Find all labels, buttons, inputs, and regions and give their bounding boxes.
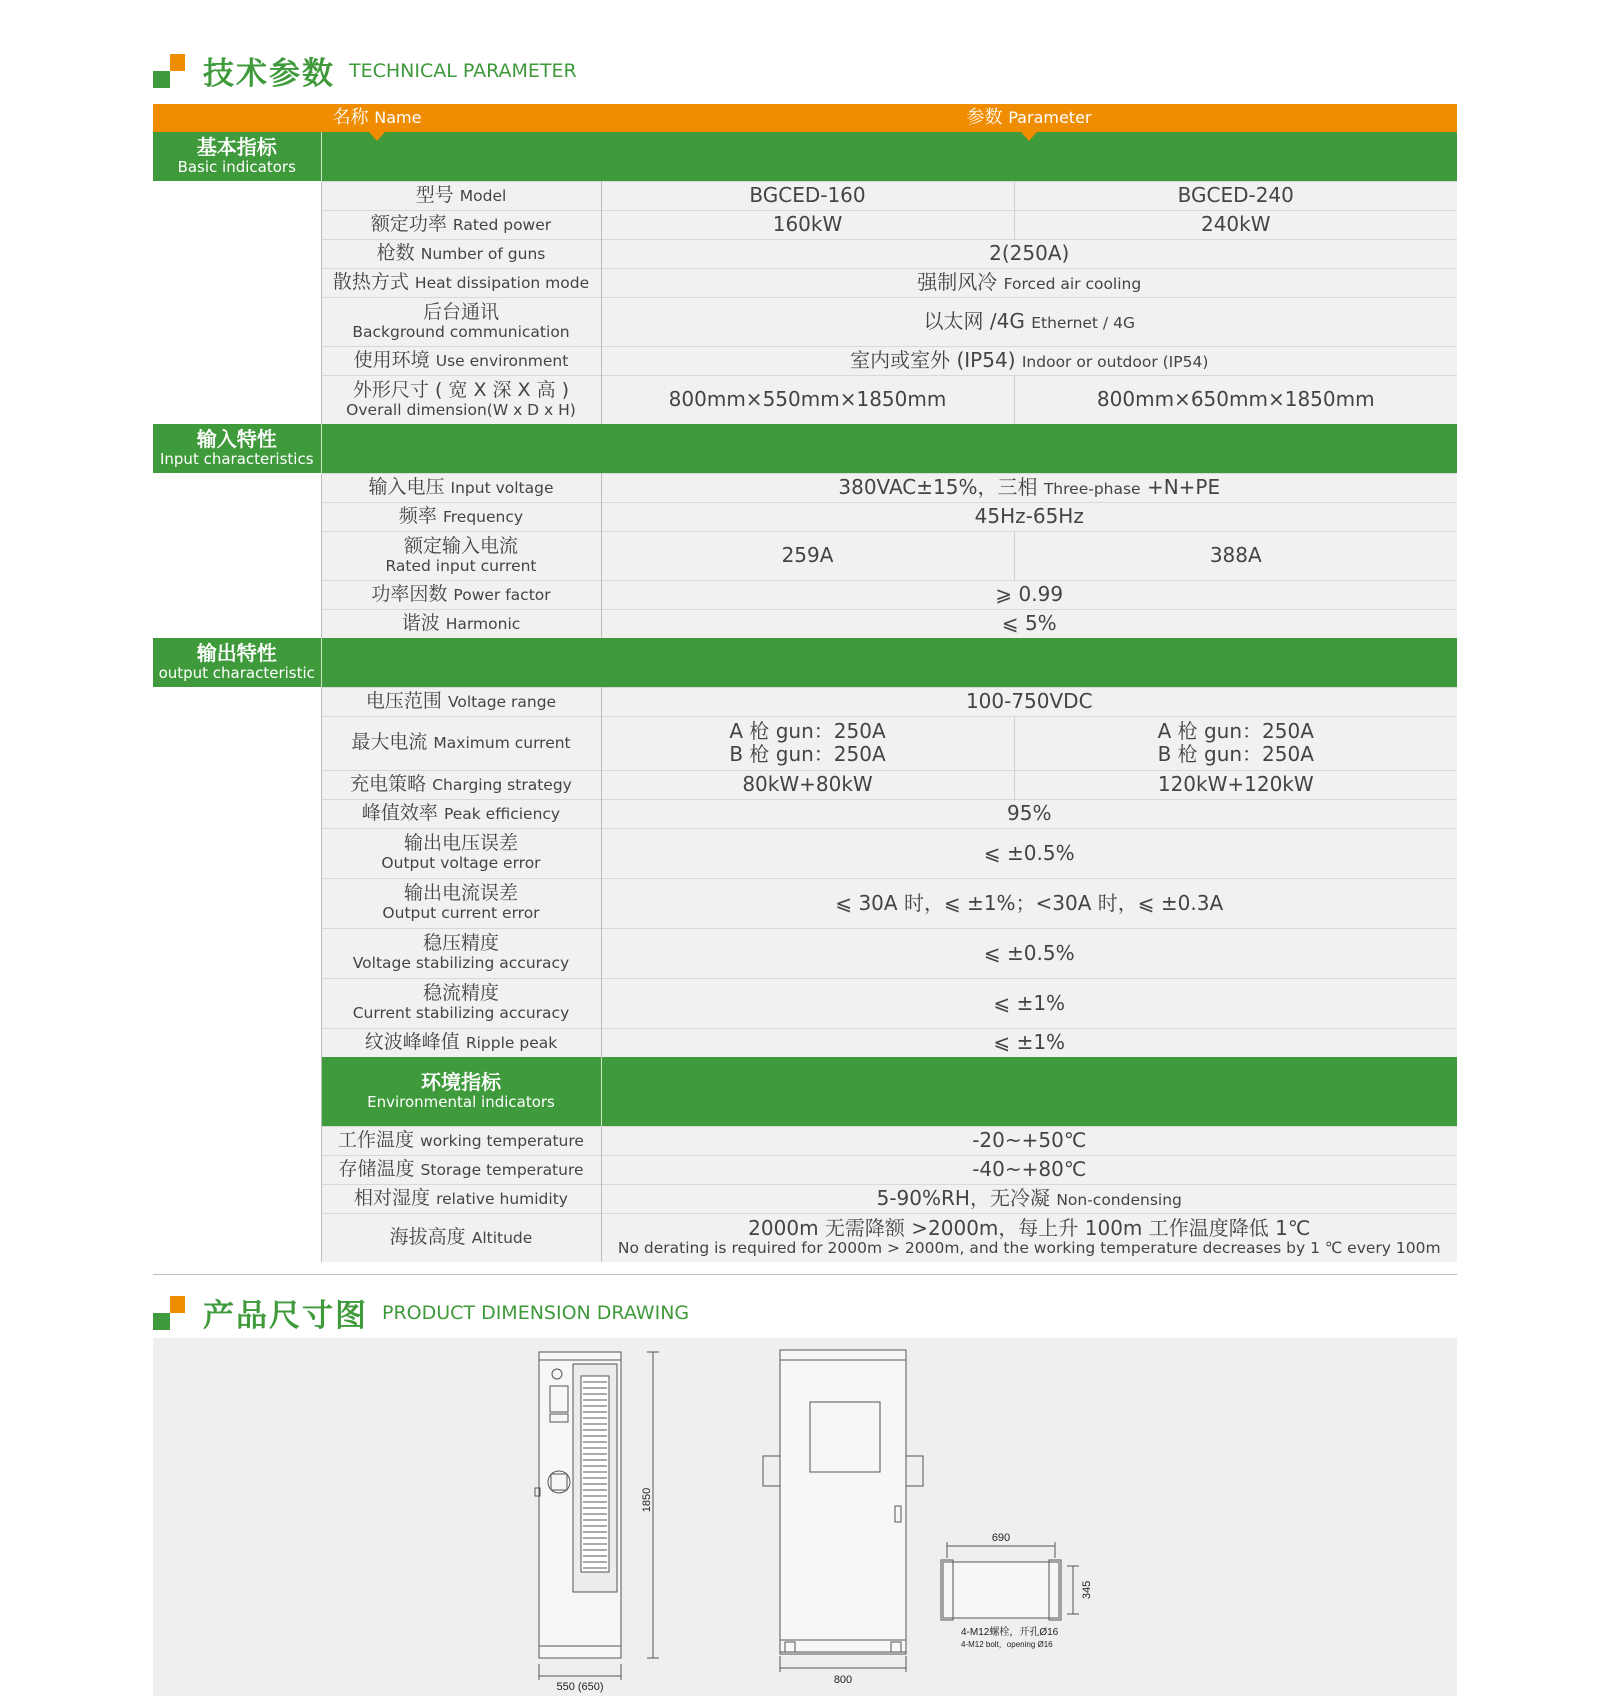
row-value: -20~+50℃ bbox=[601, 1126, 1457, 1155]
row-value: 80kW+80kW bbox=[601, 770, 1014, 799]
table-row bbox=[153, 687, 1457, 716]
table-row bbox=[153, 799, 1457, 828]
section-dimension-drawing bbox=[153, 1290, 689, 1335]
row-label: 海拔高度 Altitude bbox=[321, 1213, 601, 1262]
base-depth-label: 345 bbox=[1081, 1580, 1093, 1600]
row-value: 388A bbox=[1014, 531, 1457, 580]
header-name: 名称 Name bbox=[153, 104, 601, 132]
row-value: 120kW+120kW bbox=[1014, 770, 1457, 799]
dimension-drawing bbox=[153, 1338, 1457, 1696]
table-bottom-line bbox=[153, 1274, 1457, 1275]
row-value: A 枪 gun：250A B 枪 gun：250A bbox=[601, 716, 1014, 770]
section-title-zh: 产品尺寸图 bbox=[203, 1298, 368, 1334]
section-title-en: PRODUCT DIMENSION DRAWING bbox=[382, 1301, 690, 1324]
squares-icon bbox=[153, 1296, 185, 1330]
table-row bbox=[153, 181, 1457, 210]
front-view-screen bbox=[810, 1402, 880, 1472]
row-label: 频率 Frequency bbox=[321, 502, 601, 531]
row-value: 以太网 /4G Ethernet / 4G bbox=[601, 297, 1457, 346]
table-row bbox=[153, 1213, 1457, 1262]
row-label: 外形尺寸 ( 宽 X 深 X 高 ) Overall dimension(W x D x H) bbox=[321, 375, 601, 424]
row-value: 室内或室外 (IP54) Indoor or outdoor (IP54) bbox=[601, 346, 1457, 375]
side-view-vent bbox=[581, 1376, 609, 1572]
group-output: 输出特性 output characteristic bbox=[153, 638, 321, 687]
row-label: 额定功率 Rated power bbox=[321, 210, 601, 239]
row-label: 散热方式 Heat dissipation mode bbox=[321, 268, 601, 297]
table-row bbox=[153, 210, 1457, 239]
row-label: 使用环境 Use environment bbox=[321, 346, 601, 375]
row-label: 输出电压误差 Output voltage error bbox=[321, 828, 601, 878]
base-plan bbox=[943, 1562, 1059, 1618]
table-row bbox=[153, 239, 1457, 268]
table-row bbox=[153, 502, 1457, 531]
row-value: ⩾ 0.99 bbox=[601, 580, 1457, 609]
section-technical-parameter bbox=[153, 48, 577, 93]
row-value: 380VAC±15%，三相 Three-phase +N+PE bbox=[601, 473, 1457, 502]
base-width-label: 690 bbox=[991, 1532, 1011, 1544]
table-row bbox=[153, 1155, 1457, 1184]
table-row bbox=[153, 770, 1457, 799]
row-value: -40~+80℃ bbox=[601, 1155, 1457, 1184]
group-row bbox=[153, 638, 1457, 687]
bolt-label-en: 4-M12 bolt，opening Ø16 bbox=[961, 1640, 1053, 1649]
row-value: ⩽ ±1% bbox=[601, 978, 1457, 1028]
table-header bbox=[153, 104, 1457, 132]
squares-icon bbox=[153, 54, 185, 88]
row-value: 45Hz-65Hz bbox=[601, 502, 1457, 531]
group-row bbox=[153, 1057, 1457, 1126]
depth-label: 550 (650) bbox=[556, 1681, 604, 1693]
row-label: 枪数 Number of guns bbox=[321, 239, 601, 268]
row-label: 工作温度 working temperature bbox=[321, 1126, 601, 1155]
section-title-en: TECHNICAL PARAMETER bbox=[349, 59, 577, 82]
row-label: 功率因数 Power factor bbox=[321, 580, 601, 609]
row-label: 存储温度 Storage temperature bbox=[321, 1155, 601, 1184]
row-label: 纹波峰峰值 Ripple peak bbox=[321, 1028, 601, 1057]
group-env: 环境指标 Environmental indicators bbox=[321, 1057, 601, 1126]
table-row bbox=[153, 1184, 1457, 1213]
group-row bbox=[153, 132, 1457, 181]
row-value: A 枪 gun：250A B 枪 gun：250A bbox=[1014, 716, 1457, 770]
table-row bbox=[153, 716, 1457, 770]
table-row bbox=[153, 1126, 1457, 1155]
row-value: 2(250A) bbox=[601, 239, 1457, 268]
row-value: 95% bbox=[601, 799, 1457, 828]
row-value: BGCED-240 bbox=[1014, 181, 1457, 210]
header-parameter: 参数 Parameter bbox=[601, 104, 1457, 132]
width-label: 800 bbox=[833, 1674, 853, 1686]
height-label: 1850 bbox=[641, 1487, 653, 1513]
row-label: 型号 Model bbox=[321, 181, 601, 210]
table-row bbox=[153, 828, 1457, 878]
row-value: 259A bbox=[601, 531, 1014, 580]
table-row bbox=[153, 580, 1457, 609]
row-value: 2000m 无需降额 >2000m，每上升 100m 工作温度降低 1℃ No derating is required for 2000m > 2000m, and the working temperature decreases by 1 ℃ every 100m bbox=[601, 1213, 1457, 1262]
row-label: 充电策略 Charging strategy bbox=[321, 770, 601, 799]
row-label: 稳压精度 Voltage stabilizing accuracy bbox=[321, 928, 601, 978]
row-label: 最大电流 Maximum current bbox=[321, 716, 601, 770]
row-value: 强制风冷 Forced air cooling bbox=[601, 268, 1457, 297]
group-row bbox=[153, 424, 1457, 473]
table-row bbox=[153, 928, 1457, 978]
dimension-drawing-svg bbox=[153, 1338, 1457, 1696]
section-title-zh: 技术参数 bbox=[203, 56, 335, 92]
row-value: 800mm×650mm×1850mm bbox=[1014, 375, 1457, 424]
row-label: 电压范围 Voltage range bbox=[321, 687, 601, 716]
row-label: 峰值效率 Peak efficiency bbox=[321, 799, 601, 828]
row-value: 240kW bbox=[1014, 210, 1457, 239]
table-row bbox=[153, 1028, 1457, 1057]
row-label: 输出电流误差 Output current error bbox=[321, 878, 601, 928]
row-value: 800mm×550mm×1850mm bbox=[601, 375, 1014, 424]
row-label: 谐波 Harmonic bbox=[321, 609, 601, 638]
group-input: 输入特性 Input characteristics bbox=[153, 424, 321, 473]
table-row bbox=[153, 878, 1457, 928]
row-value: ⩽ ±0.5% bbox=[601, 828, 1457, 878]
table-row bbox=[153, 978, 1457, 1028]
row-label: 后台通讯 Background communication bbox=[321, 297, 601, 346]
row-value: ⩽ ±0.5% bbox=[601, 928, 1457, 978]
row-label: 相对湿度 relative humidity bbox=[321, 1184, 601, 1213]
row-value: 160kW bbox=[601, 210, 1014, 239]
table-row bbox=[153, 609, 1457, 638]
table-row bbox=[153, 375, 1457, 424]
table-row bbox=[153, 268, 1457, 297]
row-label: 输入电压 Input voltage bbox=[321, 473, 601, 502]
table-row bbox=[153, 473, 1457, 502]
table-row bbox=[153, 531, 1457, 580]
table-row bbox=[153, 346, 1457, 375]
table-row bbox=[153, 297, 1457, 346]
spec-table bbox=[153, 104, 1457, 1262]
bolt-label-zh: 4-M12螺栓，开孔Ø16 bbox=[961, 1627, 1059, 1638]
group-basic: 基本指标 Basic indicators bbox=[153, 132, 321, 181]
row-value: 100-750VDC bbox=[601, 687, 1457, 716]
row-label: 稳流精度 Current stabilizing accuracy bbox=[321, 978, 601, 1028]
row-label: 额定输入电流 Rated input current bbox=[321, 531, 601, 580]
row-value: BGCED-160 bbox=[601, 181, 1014, 210]
front-view-cabinet bbox=[780, 1350, 906, 1652]
row-value: ⩽ 30A 时，⩽ ±1%；<30A 时，⩽ ±0.3A bbox=[601, 878, 1457, 928]
row-value: ⩽ 5% bbox=[601, 609, 1457, 638]
row-value: 5-90%RH，无冷凝 Non-condensing bbox=[601, 1184, 1457, 1213]
row-value: ⩽ ±1% bbox=[601, 1028, 1457, 1057]
